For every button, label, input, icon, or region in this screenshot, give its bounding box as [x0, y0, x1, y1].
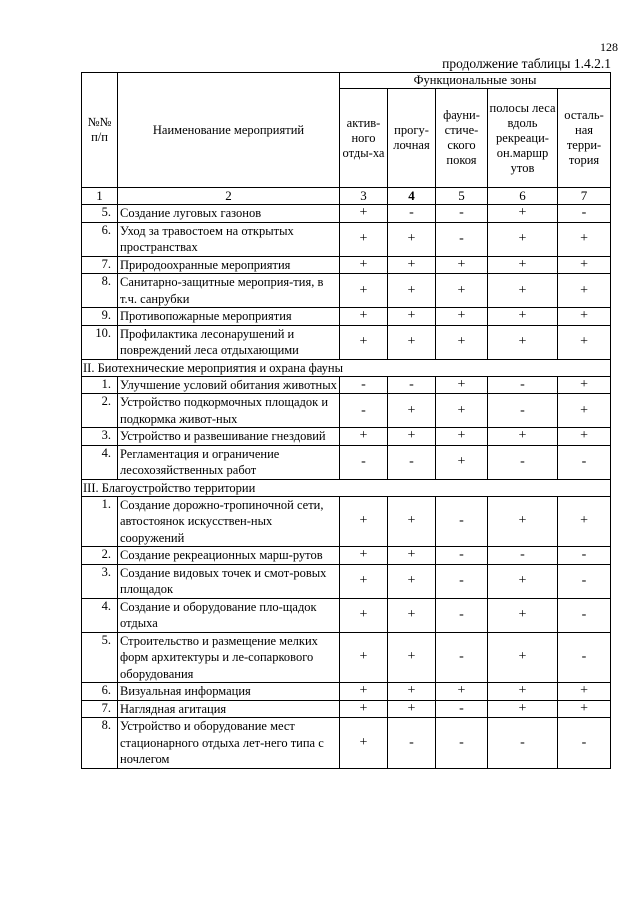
- measure-name: Строительство и размещение мелких форм архитектуры и ле-сопаркового оборудования: [118, 632, 340, 683]
- header-zone-active-rest: актив-ного отды-ха: [340, 89, 388, 188]
- section-row: [82, 479, 611, 496]
- zone-mark: -: [388, 445, 436, 479]
- zone-mark: +: [340, 598, 388, 632]
- row-number: 3.: [82, 428, 118, 446]
- table-row: [82, 325, 611, 359]
- zone-mark: +: [388, 700, 436, 718]
- table-row: [82, 683, 611, 701]
- zone-mark: -: [436, 205, 488, 223]
- zone-mark: -: [436, 547, 488, 565]
- zone-mark: -: [436, 222, 488, 256]
- zone-mark: +: [436, 376, 488, 394]
- zone-mark: +: [436, 428, 488, 446]
- zone-mark: +: [340, 683, 388, 701]
- table-row: [82, 700, 611, 718]
- table-row: [82, 256, 611, 274]
- measure-name: Устройство подкормочных площадок и подкормка живот-ных: [118, 394, 340, 428]
- table-row: [82, 445, 611, 479]
- zone-mark: -: [436, 598, 488, 632]
- zone-mark: -: [388, 205, 436, 223]
- measure-name: Визуальная информация: [118, 683, 340, 701]
- zone-mark: -: [436, 718, 488, 769]
- zone-mark: +: [388, 632, 436, 683]
- row-number: 2.: [82, 394, 118, 428]
- zone-mark: +: [340, 547, 388, 565]
- zone-mark: +: [488, 700, 558, 718]
- zone-mark: -: [388, 718, 436, 769]
- zone-mark: -: [558, 718, 611, 769]
- row-number: 3.: [82, 564, 118, 598]
- zone-mark: +: [340, 205, 388, 223]
- zone-mark: -: [388, 376, 436, 394]
- zone-mark: +: [558, 325, 611, 359]
- table-continuation-label: продолжение таблицы 1.4.2.1: [442, 56, 611, 71]
- index-cell: 3: [340, 188, 388, 205]
- row-number: 6.: [82, 683, 118, 701]
- section-row: [82, 359, 611, 376]
- index-cell: 6: [488, 188, 558, 205]
- zone-mark: +: [388, 256, 436, 274]
- zone-mark: +: [558, 376, 611, 394]
- zone-mark: +: [388, 496, 436, 547]
- table-row: [82, 205, 611, 223]
- zone-mark: -: [558, 445, 611, 479]
- zone-mark: -: [558, 205, 611, 223]
- zone-mark: +: [388, 274, 436, 308]
- row-number: 7.: [82, 256, 118, 274]
- measure-name: Уход за травостоем на открытых пространствах: [118, 222, 340, 256]
- zone-mark: +: [558, 496, 611, 547]
- section-title: III. Благоустройство территории: [82, 479, 611, 496]
- measure-name: Противопожарные мероприятия: [118, 308, 340, 326]
- header-zone-forest-strips: полосы леса вдоль рекреаци-он.маршр утов: [488, 89, 558, 188]
- row-number: 9.: [82, 308, 118, 326]
- zone-mark: +: [340, 718, 388, 769]
- zone-mark: +: [488, 222, 558, 256]
- zone-mark: +: [488, 428, 558, 446]
- table-row: [82, 547, 611, 565]
- zone-mark: +: [340, 632, 388, 683]
- zone-mark: +: [388, 428, 436, 446]
- zone-mark: +: [436, 274, 488, 308]
- table-row: [82, 308, 611, 326]
- measure-name: Устройство и развешивание гнездовий: [118, 428, 340, 446]
- table-row: [82, 632, 611, 683]
- table-row: [82, 274, 611, 308]
- zone-mark: -: [340, 394, 388, 428]
- page-number: 128: [600, 40, 618, 54]
- measure-name: Создание рекреационных марш-рутов: [118, 547, 340, 565]
- row-number: 6.: [82, 222, 118, 256]
- zone-mark: +: [340, 428, 388, 446]
- zone-mark: +: [488, 274, 558, 308]
- index-cell: 5: [436, 188, 488, 205]
- zone-mark: -: [488, 547, 558, 565]
- table-body: [82, 205, 611, 769]
- measure-name: Санитарно-защитные мероприя-тия, в т.ч. санрубки: [118, 274, 340, 308]
- measure-name: Профилактика лесонарушений и повреждений леса отдыхающими: [118, 325, 340, 359]
- zone-mark: +: [388, 325, 436, 359]
- zone-mark: -: [340, 376, 388, 394]
- header-zone-walking: прогу-лочная: [388, 89, 436, 188]
- zone-mark: +: [340, 325, 388, 359]
- index-cell: 4: [388, 188, 436, 205]
- header-number: №№ п/п: [82, 73, 118, 188]
- header-name: Наименование мероприятий: [118, 73, 340, 188]
- zone-mark: +: [558, 274, 611, 308]
- index-cell: 1: [82, 188, 118, 205]
- zone-mark: +: [488, 598, 558, 632]
- row-number: 1.: [82, 376, 118, 394]
- zone-mark: +: [558, 700, 611, 718]
- zone-mark: +: [340, 496, 388, 547]
- section-title: II. Биотехнические мероприятия и охрана фауны: [82, 359, 611, 376]
- zone-mark: +: [388, 564, 436, 598]
- table-row: [82, 564, 611, 598]
- table-row: [82, 394, 611, 428]
- measure-name: Создание дорожно-тропиночной сети, автостоянок искусствен-ных сооружений: [118, 496, 340, 547]
- zone-mark: -: [488, 718, 558, 769]
- measures-table: [81, 72, 611, 769]
- table-row: [82, 376, 611, 394]
- zone-mark: +: [488, 256, 558, 274]
- zone-mark: +: [488, 632, 558, 683]
- zone-mark: +: [340, 274, 388, 308]
- zone-mark: +: [340, 308, 388, 326]
- row-number: 5.: [82, 205, 118, 223]
- zone-mark: -: [558, 564, 611, 598]
- zone-mark: +: [558, 222, 611, 256]
- table-row: [82, 222, 611, 256]
- zone-mark: +: [488, 205, 558, 223]
- zone-mark: +: [558, 308, 611, 326]
- zone-mark: +: [436, 308, 488, 326]
- zone-mark: -: [488, 394, 558, 428]
- zone-mark: +: [488, 683, 558, 701]
- measure-name: Создание луговых газонов: [118, 205, 340, 223]
- zone-mark: -: [436, 496, 488, 547]
- row-number: 4.: [82, 598, 118, 632]
- zone-mark: -: [436, 632, 488, 683]
- zone-mark: -: [436, 700, 488, 718]
- zone-mark: -: [436, 564, 488, 598]
- table-row: [82, 496, 611, 547]
- measure-name: Природоохранные мероприятия: [118, 256, 340, 274]
- zone-mark: -: [558, 598, 611, 632]
- zone-mark: +: [388, 598, 436, 632]
- measure-name: Создание и оборудование пло-щадок отдыха: [118, 598, 340, 632]
- zone-mark: +: [388, 394, 436, 428]
- measure-name: Создание видовых точек и смот-ровых площадок: [118, 564, 340, 598]
- measure-name: Наглядная агитация: [118, 700, 340, 718]
- header-zones-group: Функциональные зоны: [340, 73, 611, 89]
- zone-mark: +: [558, 256, 611, 274]
- zone-mark: +: [340, 256, 388, 274]
- row-number: 8.: [82, 718, 118, 769]
- row-number: 7.: [82, 700, 118, 718]
- zone-mark: -: [488, 445, 558, 479]
- zone-mark: -: [558, 547, 611, 565]
- zone-mark: +: [388, 308, 436, 326]
- zone-mark: +: [436, 445, 488, 479]
- row-number: 10.: [82, 325, 118, 359]
- row-number: 2.: [82, 547, 118, 565]
- table-row: [82, 718, 611, 769]
- zone-mark: -: [340, 445, 388, 479]
- zone-mark: +: [436, 683, 488, 701]
- measure-name: Устройство и оборудование мест стационарного отдыха лет-него типа с ночлегом: [118, 718, 340, 769]
- row-number: 5.: [82, 632, 118, 683]
- zone-mark: +: [388, 683, 436, 701]
- zone-mark: +: [436, 256, 488, 274]
- row-number: 4.: [82, 445, 118, 479]
- zone-mark: +: [558, 394, 611, 428]
- row-number: 1.: [82, 496, 118, 547]
- zone-mark: +: [488, 325, 558, 359]
- table-row: [82, 428, 611, 446]
- zone-mark: +: [340, 564, 388, 598]
- zone-mark: +: [388, 547, 436, 565]
- measure-name: Регламентация и ограничение лесохозяйственных работ: [118, 445, 340, 479]
- zone-mark: +: [558, 683, 611, 701]
- zone-mark: +: [340, 222, 388, 256]
- zone-mark: -: [488, 376, 558, 394]
- index-cell: 7: [558, 188, 611, 205]
- zone-mark: -: [558, 632, 611, 683]
- zone-mark: +: [558, 428, 611, 446]
- table-row: [82, 598, 611, 632]
- zone-mark: +: [488, 496, 558, 547]
- zone-mark: +: [436, 325, 488, 359]
- row-number: 8.: [82, 274, 118, 308]
- zone-mark: +: [488, 564, 558, 598]
- zone-mark: +: [340, 700, 388, 718]
- index-cell: 2: [118, 188, 340, 205]
- header-zone-other-territory: осталь-ная терри-тория: [558, 89, 611, 188]
- measure-name: Улучшение условий обитания животных: [118, 376, 340, 394]
- zone-mark: +: [436, 394, 488, 428]
- header-zone-fauna-rest: фауни-стиче-ского покоя: [436, 89, 488, 188]
- zone-mark: +: [488, 308, 558, 326]
- zone-mark: +: [388, 222, 436, 256]
